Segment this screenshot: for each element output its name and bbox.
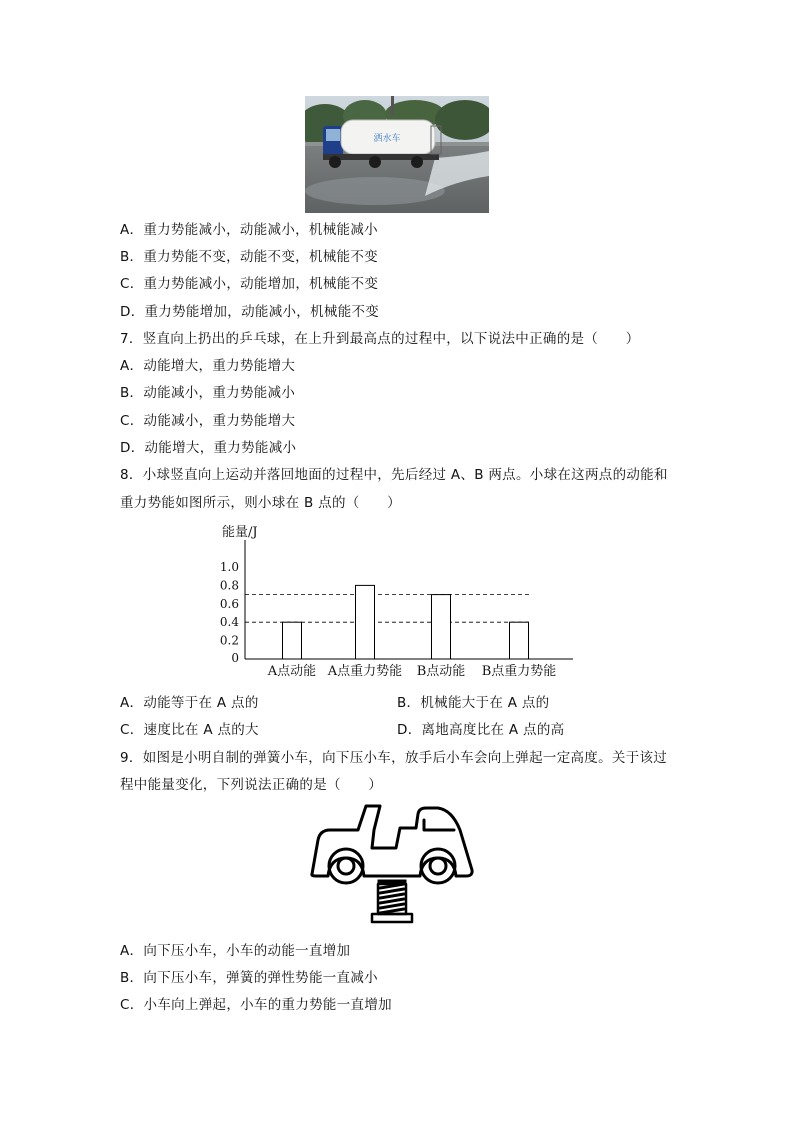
energy-bar-chart: [200, 518, 580, 683]
q7-option-c: C．动能减小，重力势能增大: [120, 413, 296, 429]
x-category-label: A点重力势能: [327, 664, 403, 679]
q9-option-c: C．小车向上弹起，小车的重力势能一直增加: [120, 997, 392, 1013]
q7-option-d: D．动能增大，重力势能减小: [120, 440, 297, 456]
y-tick-label: 0.8: [219, 578, 239, 593]
y-tick-label: 0.4: [219, 615, 239, 630]
y-tick-label: 0: [231, 651, 239, 665]
q8-stem-line2: 重力势能如图所示，则小球在 B 点的（ ）: [120, 495, 401, 511]
q9-option-a: A．向下压小车，小车的动能一直增加: [120, 943, 351, 959]
q6-option-a: A．重力势能减小，动能减小，机械能减小: [120, 222, 378, 238]
car-hub-front: [338, 858, 354, 874]
q8-option-c: C．速度比在 A 点的大: [120, 722, 259, 738]
q8-option-a: A．动能等于在 A 点的: [120, 695, 259, 711]
bar: [283, 622, 302, 659]
bar: [356, 585, 375, 659]
q7-stem: 7．竖直向上扔出的乒乓球，在上升到最高点的过程中，以下说法中正确的是（ ）: [120, 331, 640, 347]
car-wheel-rear: [421, 849, 455, 883]
spring-coil: [380, 884, 404, 913]
q7-option-b: B．动能减小，重力势能减小: [120, 385, 296, 401]
x-category-label: A点动能: [267, 664, 317, 679]
spring-base: [372, 914, 412, 922]
sprinkler-truck-photo: [305, 96, 489, 213]
y-tick-label: 0.6: [219, 596, 239, 611]
car-body-outline: [312, 806, 472, 876]
car-hub-rear: [430, 858, 446, 874]
y-axis-label: 能量/J: [222, 525, 258, 540]
q6-option-c: C．重力势能减小，动能增加，机械能不变: [120, 276, 379, 292]
q9-stem-line2: 程中能量变化，下列说法正确的是（ ）: [120, 777, 383, 793]
q6-option-b: B．重力势能不变，动能不变，机械能不变: [120, 249, 378, 265]
y-tick-label: 1.0: [219, 560, 239, 574]
x-category-label: B点动能: [416, 664, 466, 679]
spring-car-illustration: [306, 800, 476, 928]
y-tick-label: 0.2: [219, 633, 239, 648]
car-wheel-front: [329, 849, 363, 883]
q9-stem-line1: 9．如图是小明自制的弹簧小车，向下压小车，放手后小车会向上弹起一定高度。关于该过: [120, 750, 668, 766]
tank-lettering: 洒水车: [373, 134, 401, 144]
q8-option-d: D．离地高度比在 A 点的高: [397, 722, 565, 738]
q9-option-b: B．向下压小车，弹簧的弹性势能一直减小: [120, 970, 378, 986]
q8-stem-line1: 8．小球竖直向上运动并落回地面的过程中，先后经过 A、B 两点。小球在这两点的动能和: [120, 467, 668, 483]
car-windshield-line: [424, 820, 454, 830]
bar: [510, 622, 529, 659]
q6-option-d: D．重力势能增加，动能减小，机械能不变: [120, 304, 380, 320]
bar: [432, 595, 451, 659]
x-category-label: B点重力势能: [481, 664, 557, 679]
q8-option-b: B．机械能大于在 A 点的: [397, 695, 550, 711]
q7-option-a: A．动能增大，重力势能增大: [120, 358, 296, 374]
